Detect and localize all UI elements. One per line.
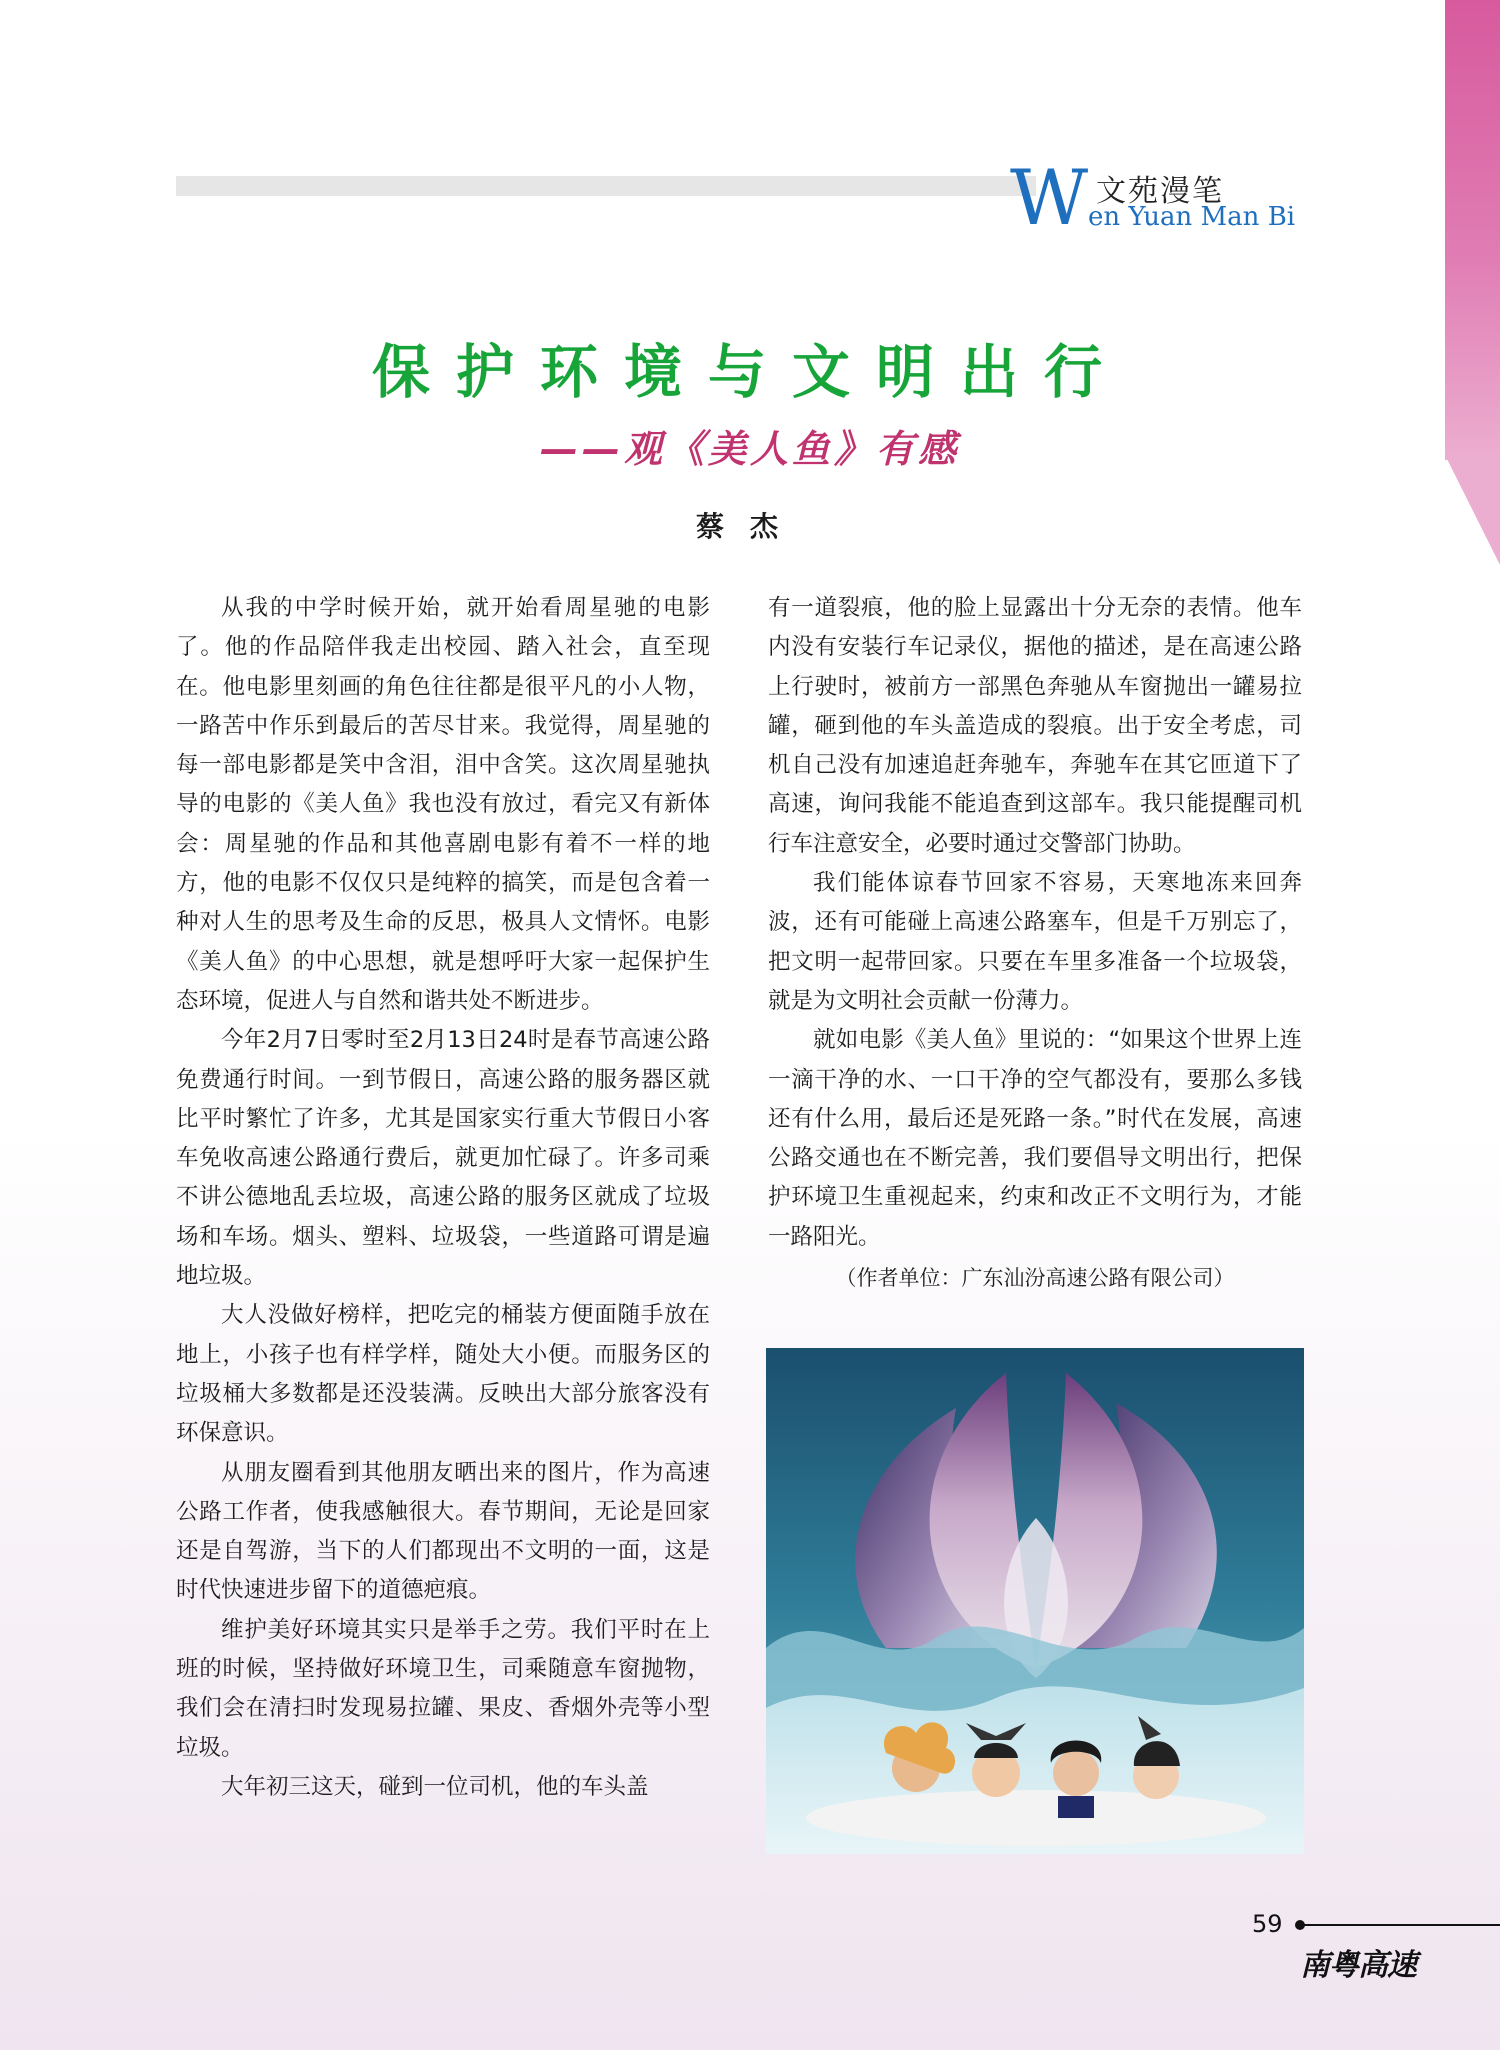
paragraph: 维护美好环境其实只是举手之劳。我们平时在上班的时候，坚持做好环境卫生，司乘随意车窗抛物，我们会在清扫时发现易拉罐、果皮、香烟外壳等小型垃圾。: [176, 1616, 710, 1761]
mermaid-movie-poster-image: [766, 1348, 1304, 1854]
left-column: [176, 589, 710, 1807]
section-title-cn: 文苑漫笔: [1096, 174, 1224, 209]
paragraph: 今年2月7日零时至2月13日24时是春节高速公路免费通行时间。一到节假日，高速公路的服务器区就比平时繁忙了许多，尤其是国家实行重大节假日小客车免收高速公路通行费后，就更加忙碌了。许多司乘不讲公德地乱丢垃圾，高速公路的服务区就成了垃圾场和车场。烟头、塑料、垃圾袋，一些道路可谓是遍地垃圾。: [176, 1027, 710, 1290]
paragraph: 我们能体谅春节回家不容易，天寒地冻来回奔波，还有可能碰上高速公路塞车，但是千万别忘了，把文明一起带回家。只要在车里多准备一个垃圾袋，就是为文明社会贡献一份薄力。: [768, 870, 1302, 1014]
header-bar: [176, 176, 1036, 196]
paragraph: 大年初三这天，碰到一位司机，他的车头盖: [221, 1773, 649, 1800]
section-logo: [1010, 153, 1310, 242]
article-title: 保护环境与文明出行: [371, 338, 1128, 406]
footer-rule: [1303, 1924, 1500, 1926]
paragraph-continued: 有一道裂痕，他的脸上显露出十分无奈的表情。他车内没有安装行车记录仪，据他的描述，是在高速公路上行驶时，被前方一部黑色奔驰从车窗抛出一罐易拉罐，砸到他的车头盖造成的裂痕。出于安全考虑，司机自己没有加速追赶奔驰车，奔驰车在其它匝道下了高速，询问我能不能追查到这部车。我只能提醒司机行车注意安全，必要时通过交警部门协助。: [768, 595, 1302, 857]
paragraph: 从我的中学时候开始，就开始看周星驰的电影了。他的作品陪伴我走出校园、踏入社会，直至现在。他电影里刻画的角色往往都是很平凡的小人物，一路苦中作乐到最后的苦尽甘来。我觉得，周星驰的每一部电影都是笑中含泪，泪中含笑。这次周星驰执导的电影的《美人鱼》我也没有放过，看完又有新体会：周星驰的作品和其他喜剧电影有着不一样的地方，他的电影不仅仅只是纯粹的搞笑，而是包含着一种对人生的思考及生命的反思，极具人文情怀。电影《美人鱼》的中心思想，就是想呼吁大家一起保护生态环境，促进人与自然和谐共处不断进步。: [176, 595, 710, 1014]
article-author: 蔡杰: [695, 510, 804, 543]
paragraph: 大人没做好榜样，把吃完的桶装方便面随手放在地上，小孩子也有样学样，随处大小便。而服务区的垃圾桶大多数都是还没装满。反映出大部分旅客没有环保意识。: [176, 1302, 710, 1447]
article-subtitle: ——观《美人鱼》有感: [539, 427, 960, 471]
paragraph: 就如电影《美人鱼》里说的：“如果这个世界上连一滴干净的水、一口干净的空气都没有，要那么多钱还有什么用，最后还是死路一条。”时代在发展，高速公路交通也在不断完善，我们要倡导文明出行，把保护环境卫生重视起来，约束和改正不文明行为，才能一路阳光。: [768, 1027, 1302, 1250]
right-column: [768, 589, 1302, 1298]
section-title-en: en Yuan Man Bi: [1088, 202, 1296, 232]
section-logo-letter: W: [1010, 153, 1089, 242]
magazine-logo: 南粤高速: [1300, 1948, 1416, 1983]
paragraph: 从朋友圈看到其他朋友晒出来的图片，作为高速公路工作者，使我感触很大。春节期间，无论是回家还是自驾游，当下的人们都现出不文明的一面，这是时代快速进步留下的道德疤痕。: [176, 1459, 710, 1604]
page-number: 59: [1252, 1910, 1283, 1938]
author-affiliation: （作者单位：广东汕汾高速公路有限公司）: [835, 1266, 1235, 1291]
